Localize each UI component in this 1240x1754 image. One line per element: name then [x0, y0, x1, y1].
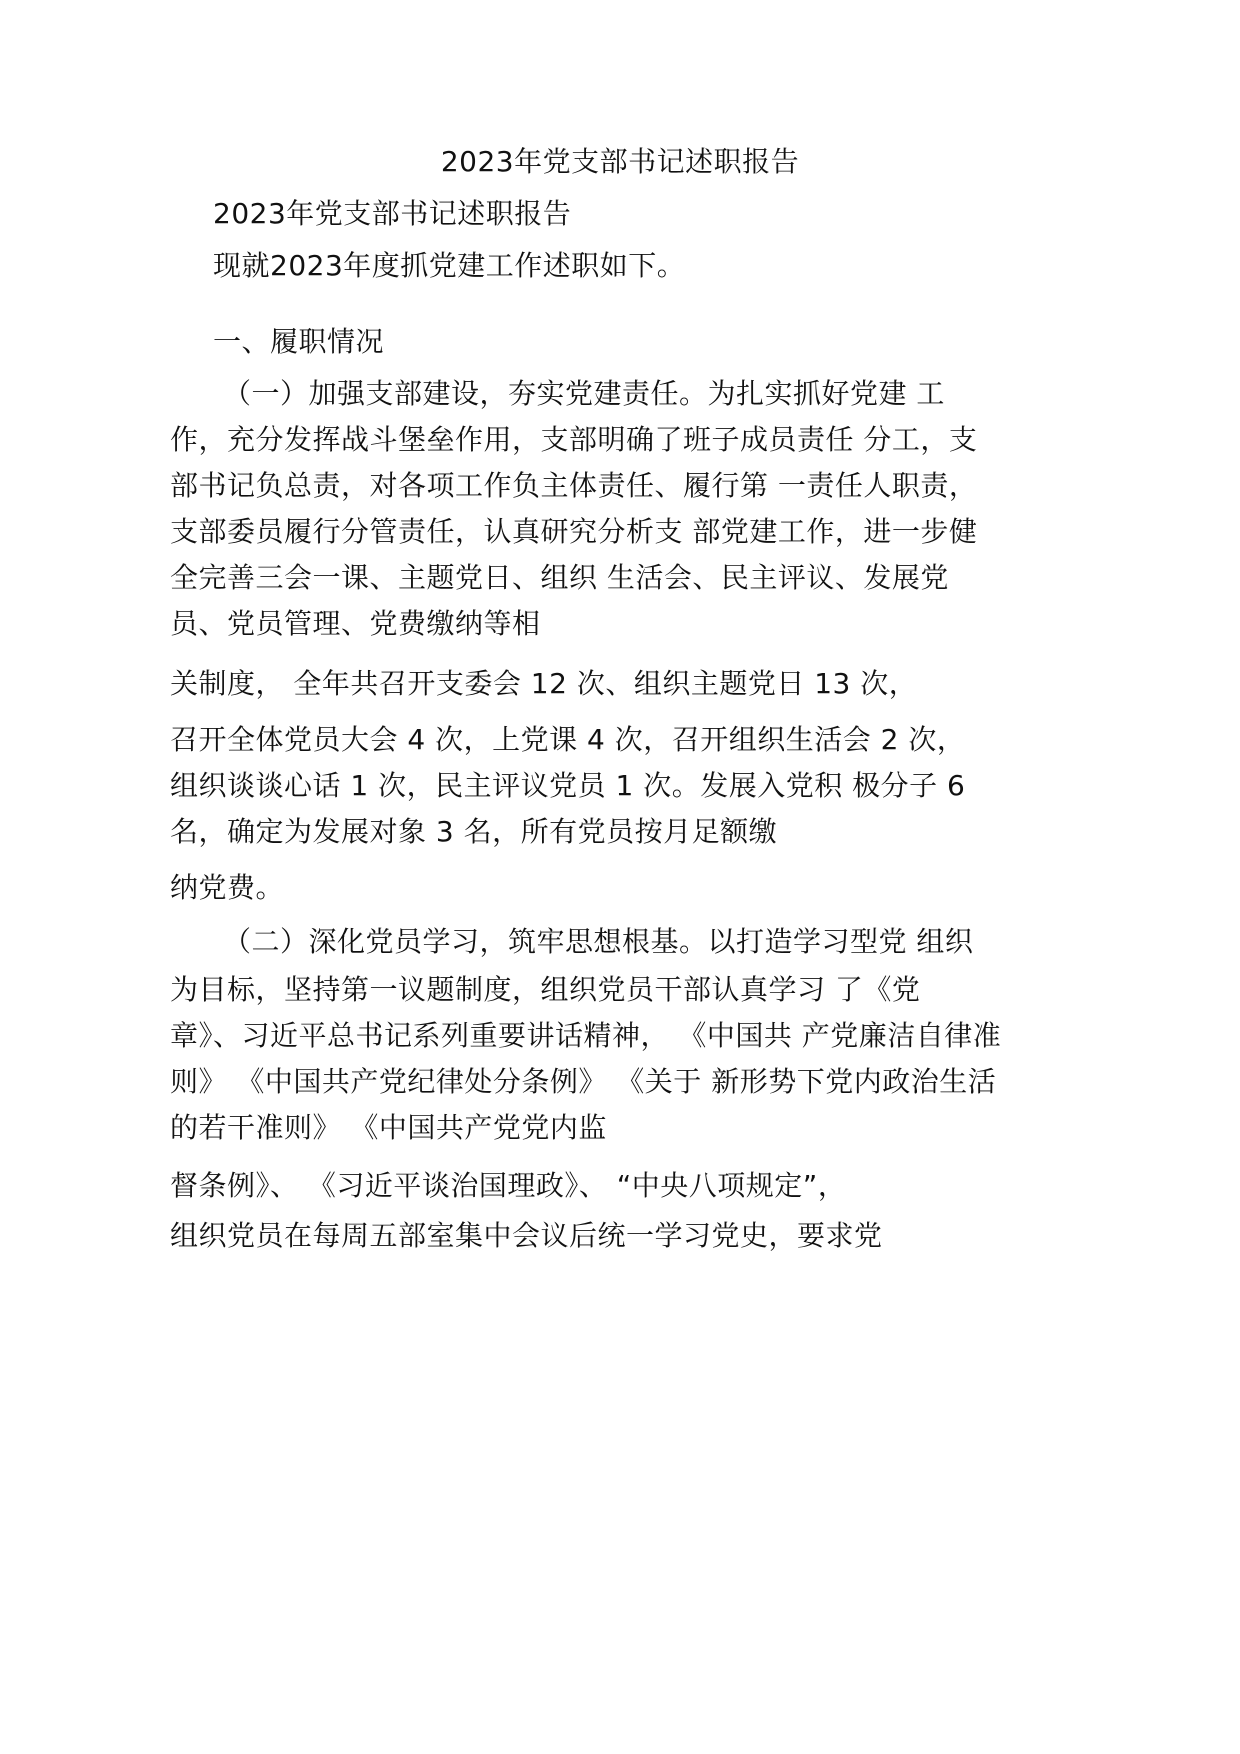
body-line: 纳党费。 [170, 871, 285, 904]
body-line: 章》、习近平总书记系列重要讲话精神， 《中国共 产党廉洁自律准 [170, 1019, 1002, 1052]
body-line: 员、党员管理、党费缴纳等相 [170, 607, 541, 640]
body-line: （二）深化党员学习，筑牢思想根基。以打造学习型党 组织 [223, 925, 974, 958]
body-line: 名，确定为发展对象 3 名，所有党员按月足额缴 [170, 815, 778, 848]
body-line: 组织谈谈心话 1 次，民主评议党员 1 次。发展入党积 极分子 6 [170, 769, 966, 802]
document-subtitle: 2023年党支部书记述职报告 [213, 197, 572, 230]
intro-paragraph: 现就2023年度抓党建工作述职如下。 [213, 249, 686, 282]
body-line: 督条例》、 《习近平谈治国理政》、 “中央八项规定”， [170, 1169, 847, 1202]
body-line: 部书记负总责，对各项工作负主体责任、履行第 一责任人职责， [170, 469, 978, 502]
body-line: 召开全体党员大会 4 次，上党课 4 次，召开组织生活会 2 次， [170, 723, 966, 756]
body-line: 关制度， 全年共召开支委会 12 次、组织主题党日 13 次， [170, 667, 918, 700]
body-line: 的若干准则》 《中国共产党党内监 [170, 1111, 607, 1144]
section-heading: 一、履职情况 [213, 325, 385, 358]
body-line: 全完善三会一课、主题党日、组织 生活会、民主评议、发展党 [170, 561, 949, 594]
document-title: 2023年党支部书记述职报告 [440, 145, 800, 178]
body-line: 作，充分发挥战斗堡垒作用，支部明确了班子成员责任 分工，支 [170, 423, 978, 456]
body-line: 组织党员在每周五部室集中会议后统一学习党史，要求党 [170, 1219, 883, 1252]
body-line: 支部委员履行分管责任，认真研究分析支 部党建工作，进一步健 [170, 515, 978, 548]
body-line: 则》 《中国共产党纪律处分条例》 《关于 新形势下党内政治生活 [170, 1065, 997, 1098]
body-line: （一）加强支部建设，夯实党建责任。为扎实抓好党建 工 [223, 377, 945, 410]
body-line: 为目标，坚持第一议题制度，组织党员干部认真学习 了《党 [170, 973, 921, 1006]
